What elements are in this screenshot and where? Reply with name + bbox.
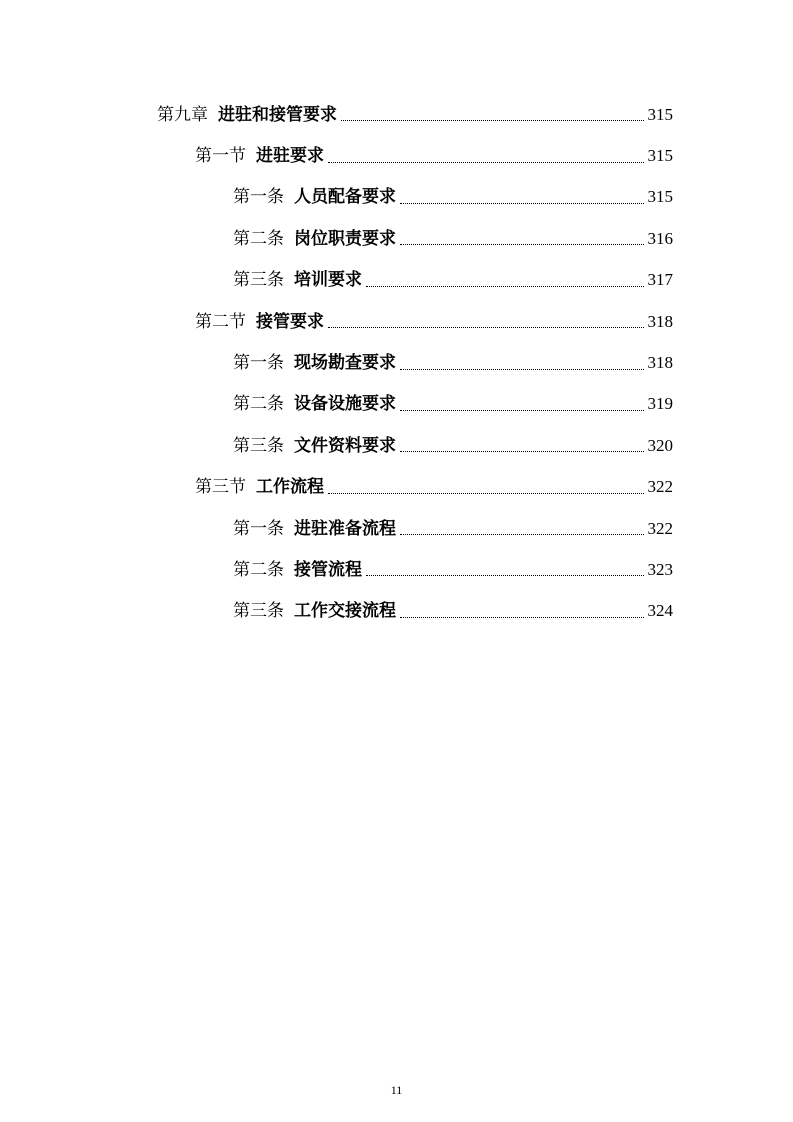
table-of-contents xyxy=(0,94,793,632)
dot-leader xyxy=(400,451,644,452)
dot-leader xyxy=(366,575,644,576)
dot-leader xyxy=(366,286,644,287)
toc-entry-title: 现场勘查要求 xyxy=(294,353,396,374)
toc-entry-page: 323 xyxy=(647,559,673,579)
toc-entry-number: 第二条 xyxy=(233,559,284,580)
dot-leader xyxy=(328,327,644,328)
toc-entry-section-3[interactable] xyxy=(0,467,673,508)
toc-entry-number: 第九章 xyxy=(157,104,208,125)
toc-entry-page: 315 xyxy=(647,104,673,124)
toc-entry-number: 第二条 xyxy=(233,228,284,249)
dot-leader xyxy=(400,617,644,618)
toc-entry-page: 324 xyxy=(647,601,673,621)
toc-entry-title: 文件资料要求 xyxy=(294,435,396,456)
dot-leader xyxy=(400,410,644,411)
toc-entry-article[interactable] xyxy=(0,218,673,259)
toc-entry-number: 第三条 xyxy=(233,435,284,456)
toc-entry-title: 工作流程 xyxy=(256,477,324,498)
dot-leader xyxy=(341,120,644,121)
toc-entry-article[interactable] xyxy=(0,591,673,632)
dot-leader xyxy=(400,244,644,245)
page-number: 11 xyxy=(390,1083,403,1097)
toc-entry-page: 322 xyxy=(647,477,673,497)
toc-entry-page: 320 xyxy=(647,435,673,455)
toc-entry-page: 317 xyxy=(647,270,673,290)
toc-entry-number: 第三节 xyxy=(195,477,246,498)
toc-entry-title: 接管要求 xyxy=(256,311,324,332)
toc-entry-article[interactable] xyxy=(0,508,673,549)
toc-entry-title: 接管流程 xyxy=(294,559,362,580)
toc-entry-title: 工作交接流程 xyxy=(294,601,396,622)
toc-entry-page: 322 xyxy=(647,518,673,538)
toc-entry-number: 第二条 xyxy=(233,394,284,415)
toc-entry-article[interactable] xyxy=(0,425,673,466)
toc-entry-title: 进驻准备流程 xyxy=(294,518,396,539)
toc-entry-title: 培训要求 xyxy=(294,270,362,291)
toc-entry-article[interactable] xyxy=(0,384,673,425)
toc-entry-chapter-9[interactable] xyxy=(0,94,673,135)
toc-entry-page: 318 xyxy=(647,311,673,331)
toc-entry-number: 第一条 xyxy=(233,187,284,208)
toc-entry-number: 第三条 xyxy=(233,270,284,291)
toc-entry-article[interactable] xyxy=(0,342,673,383)
dot-leader xyxy=(400,203,644,204)
dot-leader xyxy=(328,493,644,494)
toc-entry-page: 318 xyxy=(647,353,673,373)
toc-entry-page: 315 xyxy=(647,146,673,166)
toc-entry-article[interactable] xyxy=(0,549,673,590)
dot-leader xyxy=(400,534,644,535)
toc-entry-page: 315 xyxy=(647,187,673,207)
toc-entry-number: 第二节 xyxy=(195,311,246,332)
toc-entry-number: 第一条 xyxy=(233,353,284,374)
toc-entry-article[interactable] xyxy=(0,177,673,218)
toc-entry-section-1[interactable] xyxy=(0,135,673,176)
toc-entry-article[interactable] xyxy=(0,260,673,301)
toc-entry-title: 岗位职责要求 xyxy=(294,228,396,249)
toc-entry-title: 设备设施要求 xyxy=(294,394,396,415)
toc-entry-number: 第一节 xyxy=(195,146,246,167)
toc-entry-page: 319 xyxy=(647,394,673,414)
dot-leader xyxy=(328,162,644,163)
toc-entry-page: 316 xyxy=(647,228,673,248)
dot-leader xyxy=(400,369,644,370)
toc-entry-number: 第三条 xyxy=(233,601,284,622)
toc-entry-title: 人员配备要求 xyxy=(294,187,396,208)
toc-entry-number: 第一条 xyxy=(233,518,284,539)
toc-entry-title: 进驻和接管要求 xyxy=(218,104,337,125)
toc-entry-section-2[interactable] xyxy=(0,301,673,342)
toc-entry-title: 进驻要求 xyxy=(256,146,324,167)
